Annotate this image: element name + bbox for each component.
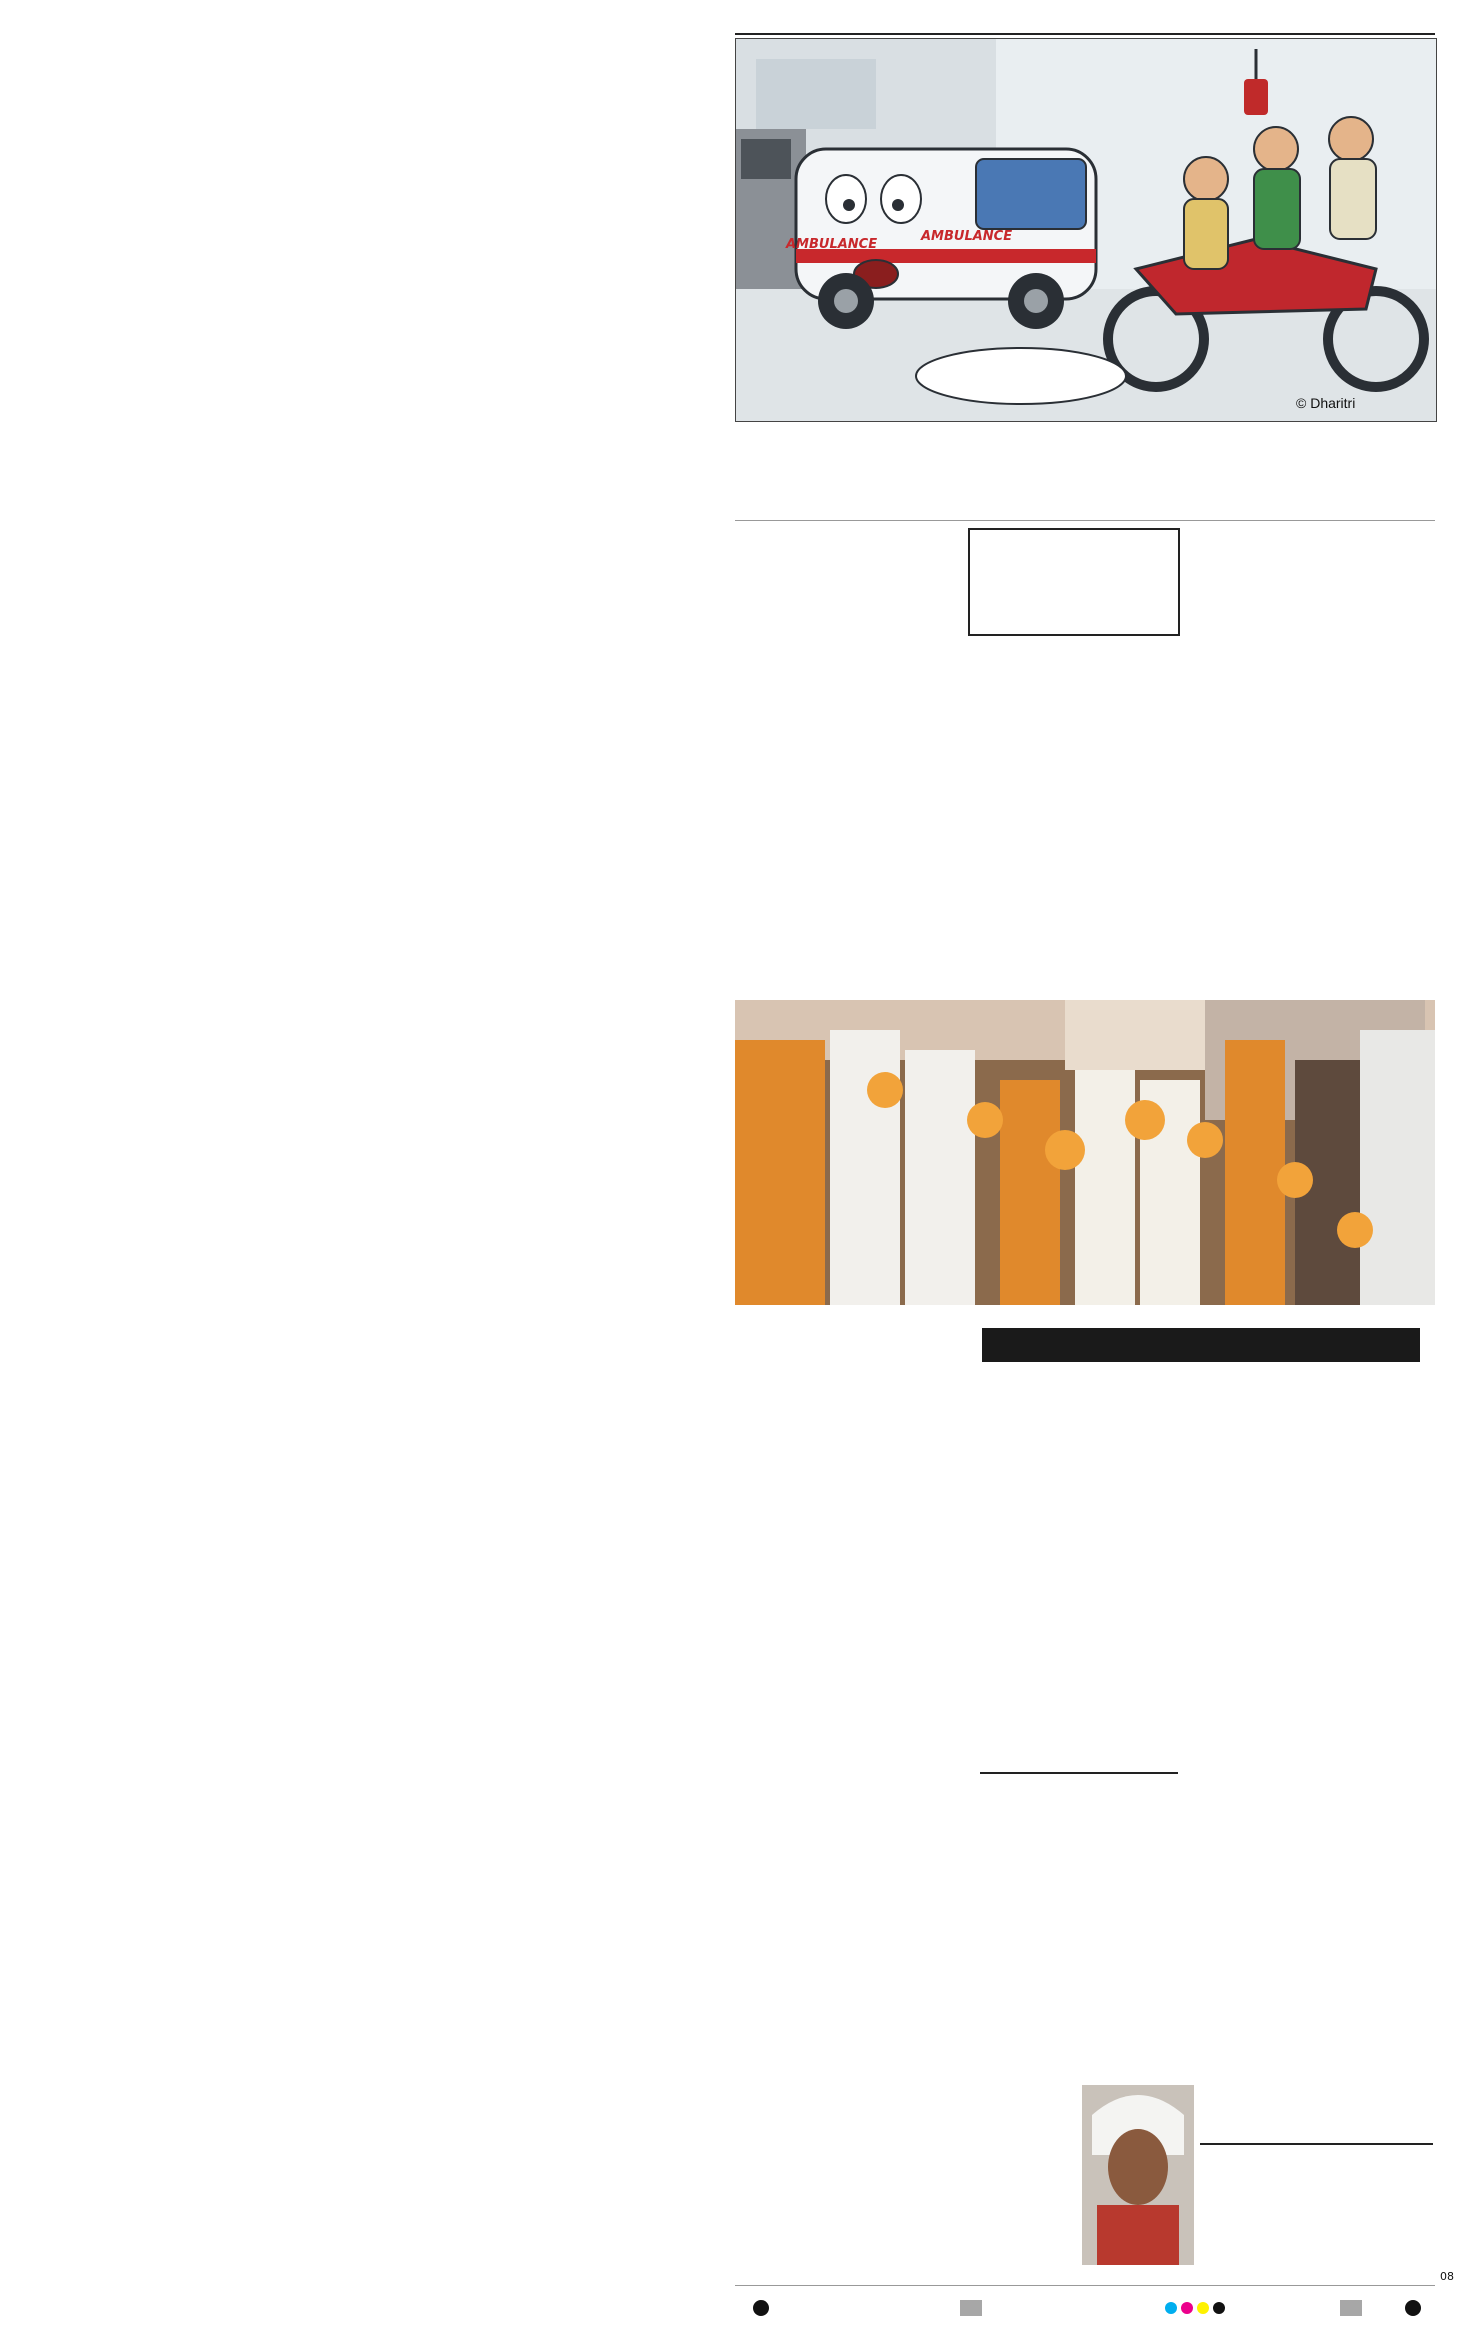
story3-col1: [735, 1730, 960, 1992]
ambulance-side-label: AMBULANCE: [921, 229, 1013, 244]
story2-col3: [1200, 1368, 1435, 1620]
gray-patch-2: [1340, 2300, 1362, 2316]
footer-rule: [735, 2285, 1435, 2286]
story1-col3: [1190, 520, 1435, 930]
story2-col2: [968, 1368, 1188, 1620]
cartoon-illustration: [736, 39, 1436, 421]
story4-headline: [735, 2000, 1435, 2070]
story3-box-title: [980, 1708, 1178, 1774]
black-dot-right: [1405, 2300, 1421, 2316]
story4-col2: [968, 2085, 1076, 2280]
story1-col1: [735, 550, 960, 930]
registration-marks: [735, 2300, 1435, 2320]
story2-col1: [735, 1355, 960, 1620]
ambulance-front-label: AMBULANCE: [786, 237, 878, 252]
copyright-text: © Dharitri: [1296, 395, 1356, 411]
story1-headline: [735, 440, 1435, 510]
masthead-rule: [735, 33, 1435, 35]
magenta-dot: [1181, 2302, 1193, 2314]
story3-headline: [735, 1630, 1435, 1700]
cyan-dot: [1165, 2302, 1177, 2314]
story2-photo: [735, 1000, 1435, 1305]
story2-subhead: [982, 1328, 1420, 1362]
story2-headline: [735, 935, 1435, 995]
story4-photo: [1082, 2085, 1194, 2265]
black-dot-small: [1213, 2302, 1225, 2314]
story4-box-title: [1200, 2085, 1433, 2145]
yellow-dot: [1197, 2302, 1209, 2314]
story4-col1: [735, 2102, 960, 2282]
page-number: 08: [1440, 2270, 1454, 2283]
cartoon-panel: [735, 38, 1437, 422]
story1-col2: [968, 635, 1176, 930]
story1-box-title: [968, 528, 1180, 636]
story4-col3: [1200, 2142, 1435, 2282]
gray-patch-1: [960, 2300, 982, 2316]
story3-col3: [1200, 1705, 1435, 1992]
black-dot-left: [753, 2300, 769, 2316]
story3-col2: [968, 1770, 1190, 1992]
masthead: [735, 5, 1435, 33]
